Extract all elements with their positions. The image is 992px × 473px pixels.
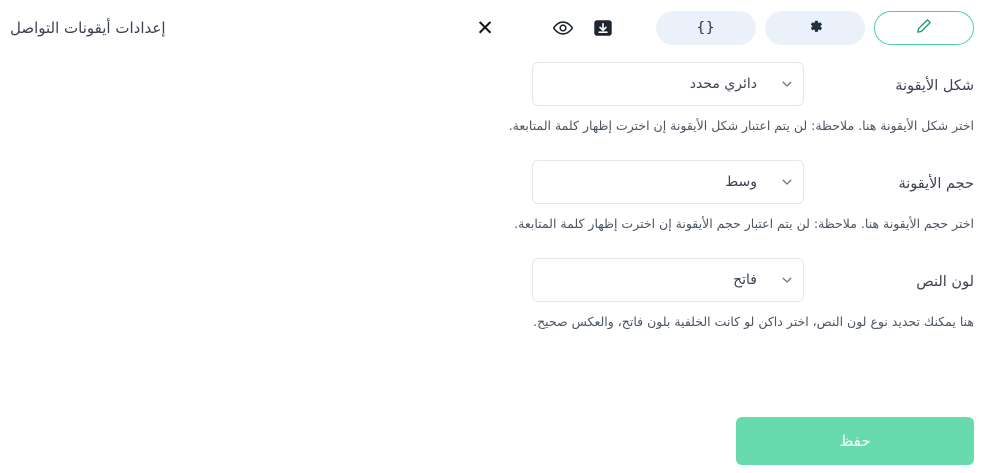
save-button[interactable]: حفظ — [736, 417, 974, 465]
icon-size-helper: اختر حجم الأيقونة هنا. ملاحظة: لن يتم اعتبار حجم الأيقونة إن اخترت إظهار كلمة المتابعة. — [514, 215, 974, 231]
icon-size-label: حجم الأيقونة — [898, 175, 974, 192]
code-braces-icon: {} — [696, 20, 716, 36]
page-title: إعدادات أيقونات التواصل — [10, 19, 166, 37]
tab-settings[interactable] — [765, 11, 865, 45]
icon-shape-select[interactable] — [532, 62, 804, 106]
icon-size-select[interactable] — [532, 160, 804, 204]
view-tabs — [656, 11, 974, 45]
tab-design[interactable] — [874, 11, 974, 45]
footer — [0, 409, 992, 473]
close-icon[interactable] — [470, 13, 500, 43]
text-color-value: فاتح — [733, 271, 757, 288]
eye-icon[interactable] — [548, 13, 578, 43]
icon-shape-helper: اختر شكل الأيقونة هنا. ملاحظة: لن يتم اعتبار شكل الأيقونة إن اخترت إظهار كلمة المتابعة. — [508, 118, 974, 133]
toolbar — [0, 0, 992, 56]
field-group-text-color — [18, 258, 974, 332]
text-color-label: لون النص — [916, 273, 974, 290]
text-color-helper: هنا يمكنك تحديد نوع لون النص، اختر داكن لو كانت الخلفية بلون فاتح، والعكس صحيح. — [533, 313, 974, 329]
icon-size-value: وسط — [725, 173, 757, 190]
text-color-select[interactable] — [532, 258, 804, 302]
pencil-icon — [915, 17, 933, 39]
field-group-icon-size — [18, 160, 974, 234]
chevron-down-icon — [771, 273, 803, 287]
icon-shape-label: شكل الأيقونة — [895, 78, 974, 94]
field-group-icon-shape — [18, 62, 974, 136]
chevron-down-icon — [771, 77, 803, 91]
chevron-down-icon — [771, 175, 803, 189]
close-glyph: ✕ — [476, 16, 494, 40]
download-icon[interactable] — [588, 13, 618, 43]
tab-code[interactable] — [656, 11, 756, 45]
gear-icon — [807, 18, 824, 39]
toolbar-left-group — [470, 11, 974, 45]
icon-shape-value: دائري محدد — [689, 76, 757, 92]
